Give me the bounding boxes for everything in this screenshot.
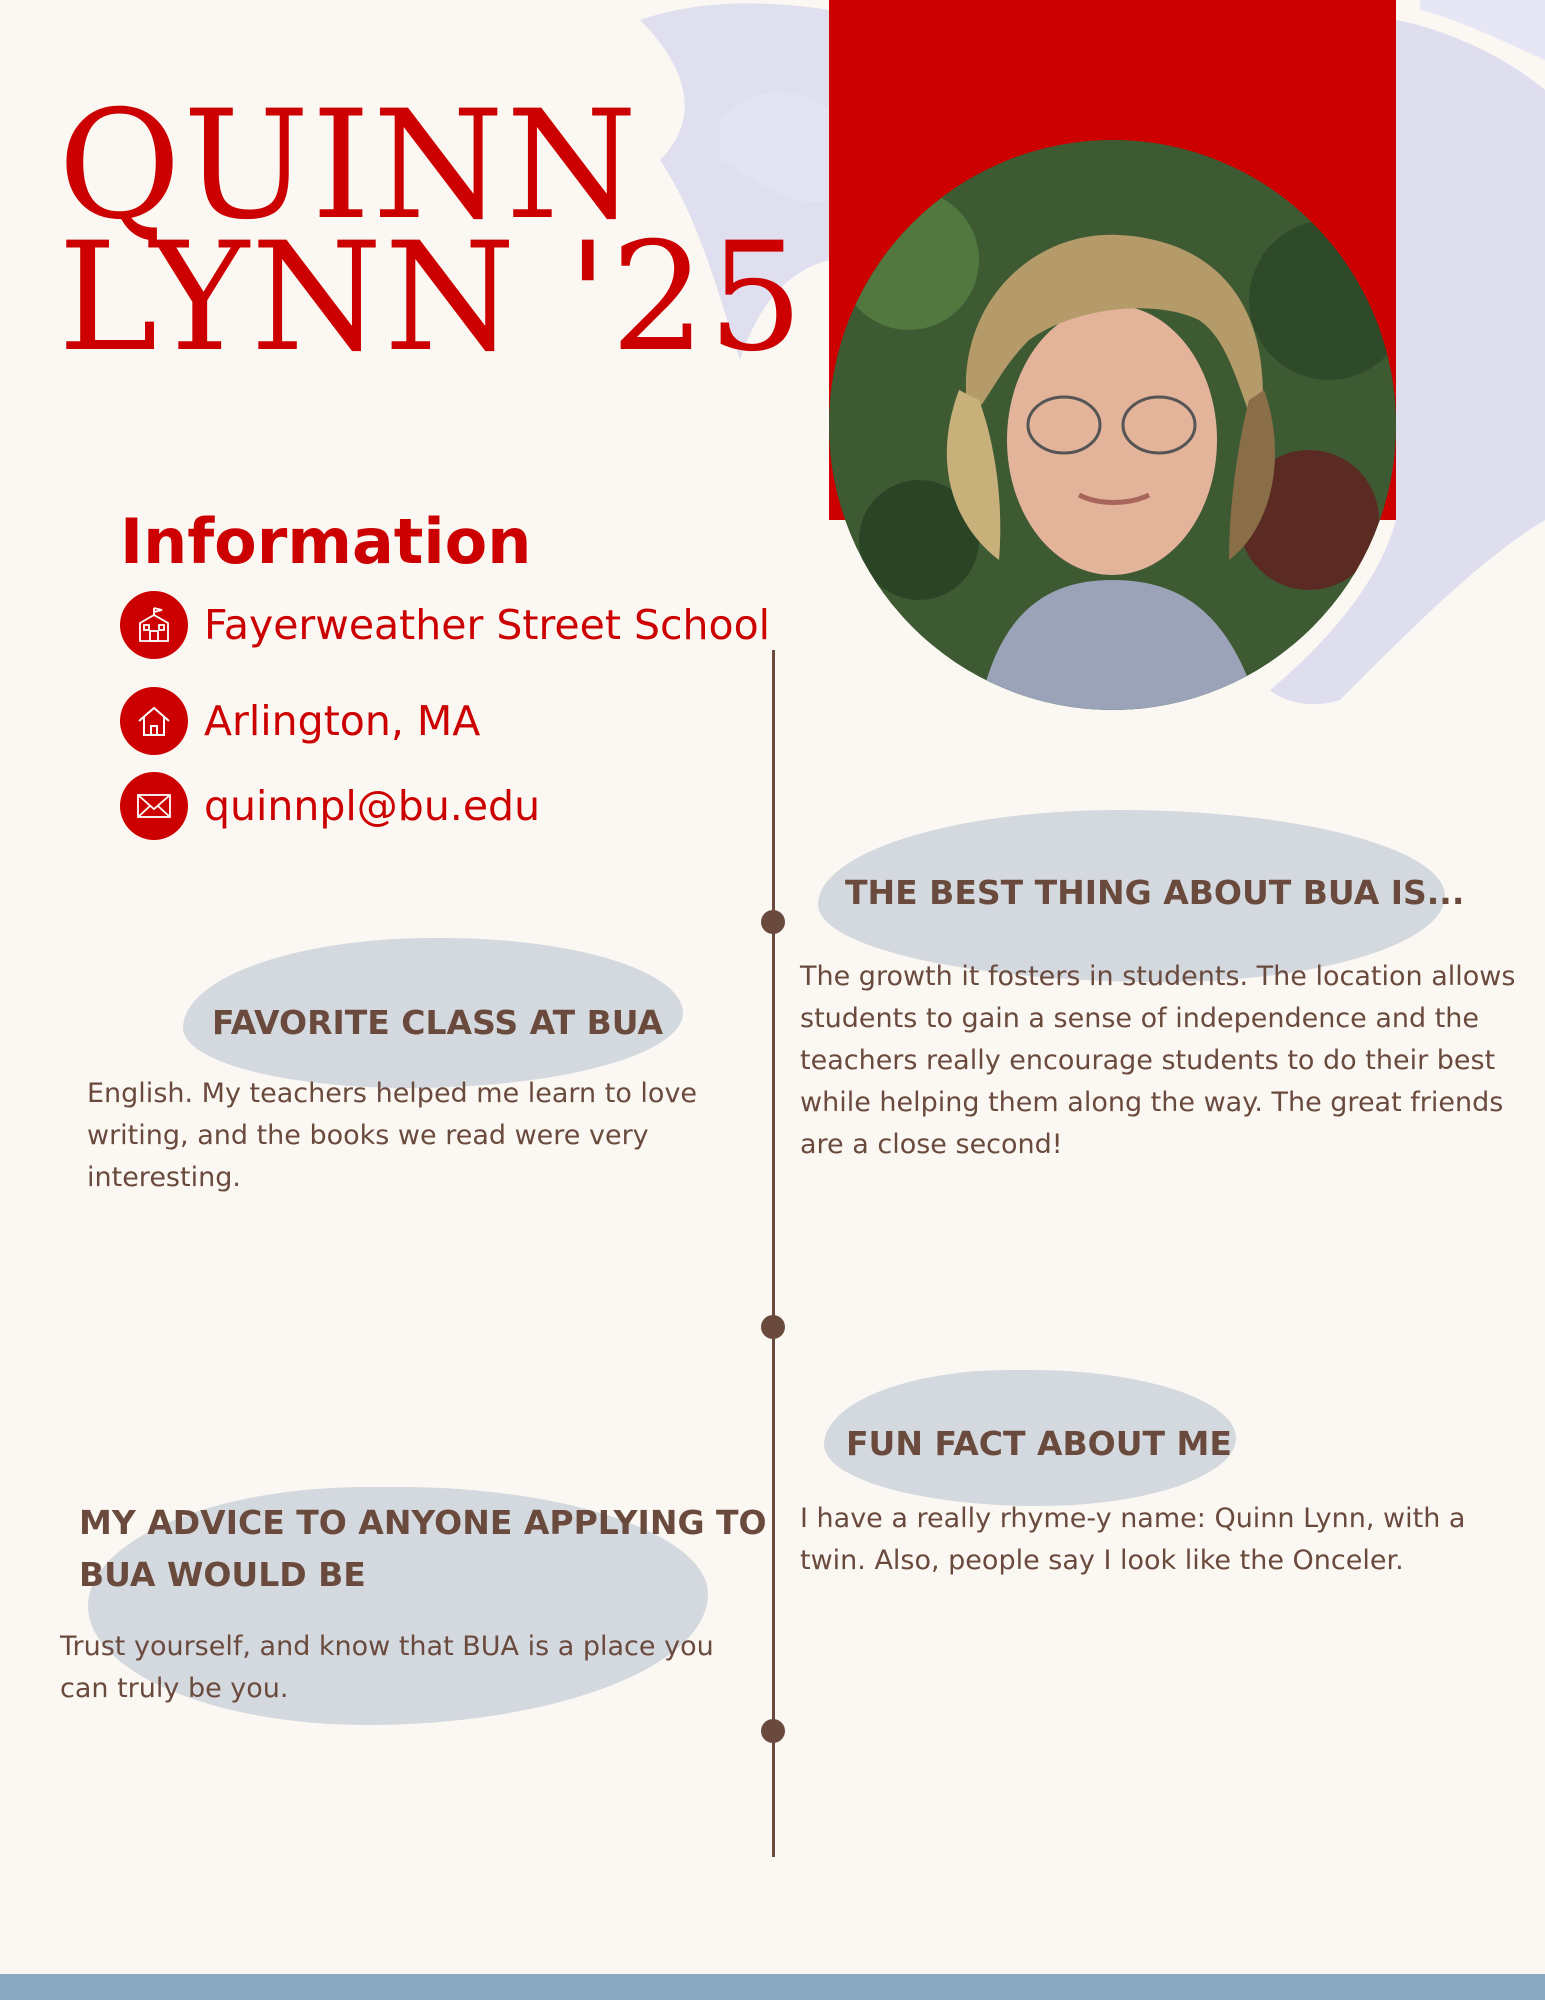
fun-fact-section <box>846 1418 1232 1470</box>
name-line-first: QUINN <box>58 79 640 253</box>
best-thing-section <box>845 867 1464 919</box>
info-row-school <box>120 590 770 660</box>
student-name <box>58 79 806 385</box>
info-row-email <box>120 771 540 841</box>
home-icon <box>120 687 188 755</box>
text-line: Trust yourself, and know that BUA is a place you <box>60 1631 714 1662</box>
fun-fact-heading: FUN FACT ABOUT ME <box>846 1424 1232 1463</box>
timeline-dot <box>761 1315 785 1339</box>
advice-section <box>79 1497 767 1601</box>
timeline-line <box>772 650 775 1857</box>
favorite-class-section <box>212 997 663 1049</box>
text-line: I have a really rhyme-y name: Quinn Lynn, with a <box>800 1503 1466 1534</box>
text-line: teachers really encourage students to do their best <box>800 1045 1496 1076</box>
best-thing-body <box>800 956 1520 1166</box>
favorite-class-body <box>87 1073 727 1199</box>
text-line: interesting. <box>87 1162 241 1193</box>
text-line: can truly be you. <box>60 1673 289 1704</box>
text-line: English. My teachers helped me learn to love <box>87 1078 698 1109</box>
advice-heading-line-2: BUA WOULD BE <box>79 1555 366 1594</box>
advice-body <box>60 1626 740 1710</box>
portrait-photo <box>829 140 1396 710</box>
location: Arlington, MA <box>204 697 481 745</box>
text-line: The growth it fosters in students. The location allows <box>800 961 1516 992</box>
name-line-last: LYNN '25 <box>58 211 806 385</box>
fun-fact-body <box>800 1498 1520 1582</box>
school-name: Fayerweather Street School <box>204 601 771 649</box>
text-line: twin. Also, people say I look like the Onceler. <box>800 1545 1404 1576</box>
text-line: writing, and the books we read were very <box>87 1120 649 1151</box>
email: quinnpl@bu.edu <box>204 782 541 830</box>
text-line: while helping them along the way. The great friends <box>800 1087 1504 1118</box>
advice-heading-line-1: MY ADVICE TO ANYONE APPLYING TO <box>79 1503 767 1542</box>
timeline-dot <box>761 910 785 934</box>
favorite-class-heading: FAVORITE CLASS AT BUA <box>212 1003 664 1042</box>
footer-bar <box>0 1974 1545 2000</box>
text-line: are a close second! <box>800 1129 1063 1160</box>
timeline-dot <box>761 1719 785 1743</box>
information-title: Information <box>120 505 532 578</box>
mail-icon <box>120 772 188 840</box>
best-thing-heading: THE BEST THING ABOUT BUA IS... <box>845 873 1465 912</box>
info-row-location <box>120 686 480 756</box>
text-line: students to gain a sense of independence and the <box>800 1003 1480 1034</box>
school-icon <box>120 591 188 659</box>
